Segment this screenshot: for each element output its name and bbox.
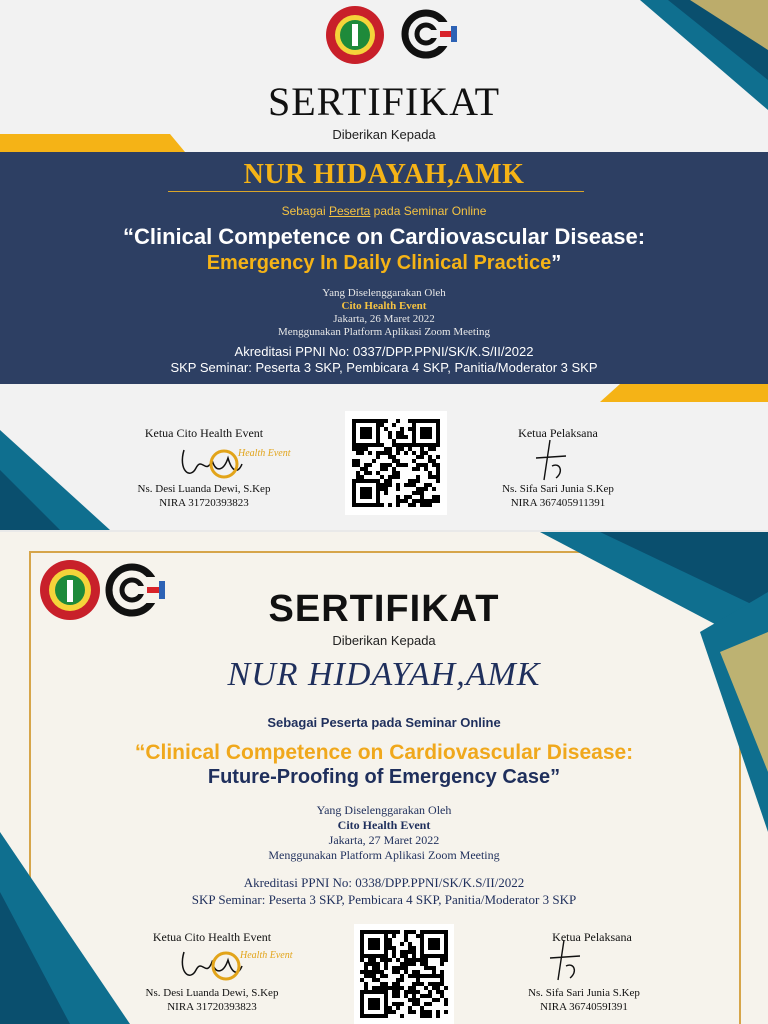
organized-by-label: Yang Diselenggarakan Oleh — [322, 287, 446, 299]
left-signer-nira: NIRA 31720393823 — [159, 497, 249, 509]
recipient-name-2: NUR HIDAYAH,AMK — [227, 656, 541, 693]
qr-pattern — [352, 419, 440, 507]
certificate-title: SERTIFIKAT — [267, 79, 501, 124]
right-signature — [530, 436, 580, 486]
quote-close: ” — [551, 252, 562, 274]
role-word: Peserta — [328, 204, 371, 218]
event-date-2: Jakarta, 27 Maret 2022 — [328, 833, 440, 847]
left-signer-name: Ns. Desi Luanda Dewi, S.Kep — [137, 483, 271, 495]
organizer-block-2 — [0, 803, 768, 863]
skp-text-2: SKP Seminar: Peserta 3 SKP, Pembicara 4 SKP, Panitia/Moderator 3 SKP — [191, 892, 577, 907]
accreditation-block — [0, 344, 768, 376]
right-signer-name: Ns. Sifa Sari Junia S.Kep — [502, 483, 614, 495]
organizer-block — [0, 287, 768, 339]
right-signer-title-2: Ketua Pelaksana — [552, 930, 632, 944]
role-suffix: pada Seminar Online — [373, 204, 487, 218]
organizer-name-2: Cito Health Event — [337, 818, 431, 832]
certificate-title-2: SERTIFIKAT — [268, 588, 500, 630]
ppni-logo — [326, 6, 384, 64]
left-signature-stamp-text: Health Event — [238, 448, 291, 459]
given-to-label: Diberikan Kepada — [332, 127, 436, 142]
role-text — [0, 204, 768, 218]
left-signer-title: Ketua Cito Health Event — [144, 426, 264, 440]
qr-code-2 — [354, 924, 454, 1024]
left-signer-title-2: Ketua Cito Health Event — [152, 930, 272, 944]
right-signer-title: Ketua Pelaksana — [518, 426, 598, 440]
platform-text: Menggunakan Platform Aplikasi Zoom Meeting — [277, 326, 491, 338]
left-signature — [176, 440, 316, 486]
left-signature-2 — [176, 942, 316, 988]
seminar-title-line1: “Clinical Competence on Cardiovascular Disease: — [122, 224, 646, 249]
seminar-title-2-line2: Future-Proofing of Emergency Case” — [207, 766, 561, 788]
right-signer-nira: NIRA 367405911391 — [510, 497, 606, 509]
name-underline — [168, 191, 584, 192]
organizer-name: Cito Health Event — [341, 300, 427, 312]
organized-by-label-2: Yang Diselenggarakan Oleh — [316, 803, 452, 817]
qr-code — [345, 411, 447, 515]
left-signer-nira-2: NIRA 31720393823 — [167, 1001, 257, 1013]
role-text-2: Sebagai Peserta pada Seminar Online — [267, 715, 501, 730]
seminar-title-line2-text: Emergency In Daily Clinical Practice — [206, 252, 552, 274]
right-signature-2 — [544, 936, 594, 986]
right-signer-nira-2: NIRA 3674059I391 — [540, 1001, 628, 1013]
skp-text: SKP Seminar: Peserta 3 SKP, Pembicara 4 SKP, Panitia/Moderator 3 SKP — [170, 360, 598, 375]
recipient-name: NUR HIDAYAH,AMK — [243, 159, 525, 190]
seminar-title-2-line1: “Clinical Competence on Cardiovascular Disease: — [134, 741, 634, 764]
platform-text-2: Menggunakan Platform Aplikasi Zoom Meeting — [268, 848, 500, 862]
accreditation-block-2 — [0, 874, 768, 908]
given-to-label-2: Diberikan Kepada — [332, 633, 436, 648]
event-date: Jakarta, 26 Maret 2022 — [333, 313, 435, 325]
certificate-2 — [0, 532, 768, 1024]
cito-logo — [400, 8, 452, 60]
role-prefix: Sebagai — [281, 204, 326, 218]
qr-pattern-2 — [360, 930, 448, 1018]
accreditation-number-2: Akreditasi PPNI No: 0338/DPP.PPNI/SK/K.S/II/2022 — [243, 875, 525, 890]
right-signer-name-2: Ns. Sifa Sari Junia S.Kep — [528, 987, 640, 999]
seminar-title-line2 — [0, 252, 768, 275]
left-signature-2-stamp-text: Health Event — [240, 950, 293, 961]
accreditation-number: Akreditasi PPNI No: 0337/DPP.PPNI/SK/K.S/II/2022 — [234, 344, 534, 359]
left-signer-name-2: Ns. Desi Luanda Dewi, S.Kep — [145, 987, 279, 999]
